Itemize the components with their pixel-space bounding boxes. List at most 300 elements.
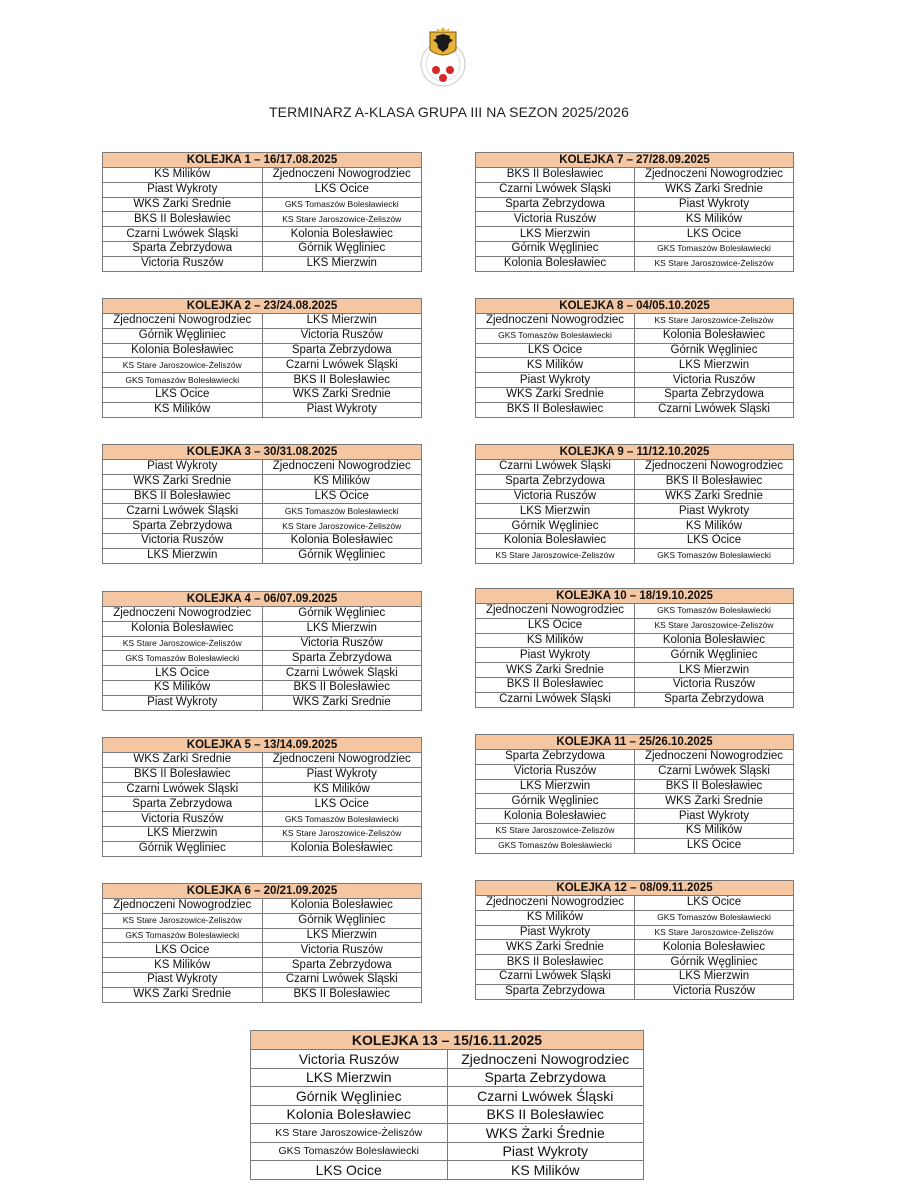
- match-row: [476, 838, 794, 853]
- away-team: WKS Żarki Średnie: [447, 1124, 644, 1143]
- home-team: Sparta Zebrzydowa: [476, 197, 635, 212]
- away-team: KS Milików: [447, 1161, 644, 1180]
- round-table: [475, 880, 794, 1000]
- match-row: [103, 168, 422, 183]
- round-table: [475, 298, 794, 418]
- match-row: [476, 940, 794, 955]
- match-row: [103, 913, 422, 928]
- home-team: LKS Ocice: [251, 1161, 448, 1180]
- away-team: Zjednoczeni Nowogrodziec: [635, 750, 794, 765]
- away-team: Czarni Lwówek Śląski: [262, 666, 422, 681]
- home-team: BKS II Bolesławiec: [476, 677, 635, 692]
- home-team: Czarni Lwówek Śląski: [103, 782, 263, 797]
- away-team: Górnik Węgliniec: [635, 343, 794, 358]
- match-row: [103, 607, 422, 622]
- match-row: [476, 648, 794, 663]
- round-table: [475, 588, 794, 708]
- match-row: [476, 548, 794, 563]
- match-row: [103, 695, 422, 710]
- match-row: [103, 943, 422, 958]
- away-team: LKS Ocice: [635, 896, 794, 911]
- away-team: BKS II Bolesławiec: [447, 1105, 644, 1124]
- home-team: Piast Wykroty: [476, 925, 635, 940]
- match-row: [103, 402, 422, 417]
- home-team: Kolonia Bolesławiec: [251, 1105, 448, 1124]
- home-team: LKS Mierzwin: [476, 504, 635, 519]
- home-team: Victoria Ruszów: [251, 1050, 448, 1069]
- match-row: [476, 314, 794, 329]
- home-team: BKS II Bolesławiec: [476, 168, 635, 183]
- away-team: Sparta Zebrzydowa: [635, 692, 794, 707]
- home-team: KS Milików: [103, 958, 263, 973]
- away-team: GKS Tomaszów Bolesławiecki: [262, 812, 422, 827]
- round-table: [102, 883, 422, 1003]
- match-row: [476, 373, 794, 388]
- home-team: BKS II Bolesławiec: [476, 955, 635, 970]
- match-row: [476, 212, 794, 227]
- away-team: GKS Tomaszów Bolesławiecki: [635, 910, 794, 925]
- away-team: Victoria Ruszów: [635, 373, 794, 388]
- away-team: KS Stare Jaroszowice-Żeliszów: [635, 925, 794, 940]
- home-team: KS Stare Jaroszowice-Żeliszów: [103, 358, 263, 373]
- match-row: [476, 504, 794, 519]
- away-team: LKS Mierzwin: [262, 621, 422, 636]
- home-team: Górnik Węgliniec: [103, 841, 263, 856]
- match-row: [476, 823, 794, 838]
- home-team: WKS Żarki Średnie: [103, 753, 263, 768]
- home-team: Sparta Zebrzydowa: [476, 474, 635, 489]
- match-row: [103, 826, 422, 841]
- home-team: Górnik Węgliniec: [103, 328, 263, 343]
- away-team: Sparta Zebrzydowa: [262, 958, 422, 973]
- match-row: [476, 750, 794, 765]
- away-team: GKS Tomaszów Bolesławiecki: [635, 604, 794, 619]
- away-team: LKS Ocice: [635, 533, 794, 548]
- home-team: Zjednoczeni Nowogrodziec: [103, 899, 263, 914]
- away-team: LKS Ocice: [635, 227, 794, 242]
- match-row: [103, 358, 422, 373]
- home-team: Victoria Ruszów: [476, 764, 635, 779]
- away-team: LKS Mierzwin: [635, 969, 794, 984]
- away-team: Zjednoczeni Nowogrodziec: [635, 460, 794, 475]
- away-team: Czarni Lwówek Śląski: [635, 402, 794, 417]
- away-team: Górnik Węgliniec: [635, 648, 794, 663]
- away-team: Sparta Zebrzydowa: [447, 1068, 644, 1087]
- away-team: Sparta Zebrzydowa: [635, 387, 794, 402]
- match-row: [476, 256, 794, 271]
- home-team: KS Milików: [103, 168, 263, 183]
- home-team: Sparta Zebrzydowa: [103, 519, 263, 534]
- match-row: [103, 767, 422, 782]
- page-title: TERMINARZ A-KLASA GRUPA III NA SEZON 2025/2026: [269, 104, 629, 120]
- away-team: Kolonia Bolesławiec: [635, 940, 794, 955]
- away-team: WKS Żarki Średnie: [635, 489, 794, 504]
- round-header: KOLEJKA 4 – 06/07.09.2025: [103, 592, 422, 607]
- match-row: [103, 782, 422, 797]
- match-row: [251, 1068, 644, 1087]
- round-header: KOLEJKA 7 – 27/28.09.2025: [476, 153, 794, 168]
- away-team: GKS Tomaszów Bolesławiecki: [262, 504, 422, 519]
- home-team: KS Stare Jaroszowice-Żeliszów: [103, 636, 263, 651]
- match-row: [476, 489, 794, 504]
- home-team: Czarni Lwówek Śląski: [476, 692, 635, 707]
- round-table: [102, 737, 422, 857]
- round-table: [102, 591, 422, 711]
- home-team: WKS Żarki Średnie: [476, 387, 635, 402]
- home-team: Zjednoczeni Nowogrodziec: [476, 604, 635, 619]
- home-team: Czarni Lwówek Śląski: [476, 969, 635, 984]
- match-row: [251, 1087, 644, 1106]
- home-team: Victoria Ruszów: [103, 812, 263, 827]
- match-row: [476, 182, 794, 197]
- home-team: Sparta Zebrzydowa: [103, 241, 263, 256]
- match-row: [103, 474, 422, 489]
- away-team: KS Stare Jaroszowice-Żeliszów: [635, 314, 794, 329]
- away-team: LKS Mierzwin: [262, 256, 422, 271]
- match-row: [476, 692, 794, 707]
- away-team: KS Milików: [635, 823, 794, 838]
- match-row: [103, 387, 422, 402]
- away-team: LKS Ocice: [262, 182, 422, 197]
- away-team: BKS II Bolesławiec: [262, 680, 422, 695]
- away-team: LKS Mierzwin: [635, 358, 794, 373]
- match-row: [103, 182, 422, 197]
- away-team: Górnik Węgliniec: [635, 955, 794, 970]
- away-team: GKS Tomaszów Bolesławiecki: [635, 241, 794, 256]
- away-team: Piast Wykroty: [262, 767, 422, 782]
- home-team: LKS Ocice: [103, 666, 263, 681]
- match-row: [103, 666, 422, 681]
- round-table: [475, 444, 794, 564]
- home-team: Górnik Węgliniec: [476, 241, 635, 256]
- round-table: [102, 298, 422, 418]
- home-team: Sparta Zebrzydowa: [476, 750, 635, 765]
- match-row: [103, 548, 422, 563]
- away-team: Victoria Ruszów: [262, 636, 422, 651]
- away-team: Zjednoczeni Nowogrodziec: [262, 168, 422, 183]
- round-header: KOLEJKA 12 – 08/09.11.2025: [476, 881, 794, 896]
- away-team: BKS II Bolesławiec: [635, 779, 794, 794]
- home-team: Kolonia Bolesławiec: [476, 533, 635, 548]
- away-team: Czarni Lwówek Śląski: [635, 764, 794, 779]
- home-team: GKS Tomaszów Bolesławiecki: [476, 328, 635, 343]
- home-team: Piast Wykroty: [103, 460, 263, 475]
- eagle-crest-icon: [416, 22, 470, 88]
- away-team: KS Milików: [262, 782, 422, 797]
- home-team: Czarni Lwówek Śląski: [103, 504, 263, 519]
- match-row: [103, 373, 422, 388]
- match-row: [476, 677, 794, 692]
- match-row: [103, 343, 422, 358]
- match-row: [103, 753, 422, 768]
- away-team: Victoria Ruszów: [262, 943, 422, 958]
- away-team: Górnik Węgliniec: [262, 913, 422, 928]
- home-team: LKS Ocice: [476, 618, 635, 633]
- round-header: KOLEJKA 13 – 15/16.11.2025: [251, 1031, 644, 1050]
- home-team: Kolonia Bolesławiec: [103, 343, 263, 358]
- away-team: Czarni Lwówek Śląski: [447, 1087, 644, 1106]
- round-table: [475, 734, 794, 854]
- away-team: LKS Ocice: [262, 797, 422, 812]
- match-row: [476, 663, 794, 678]
- home-team: Piast Wykroty: [476, 648, 635, 663]
- match-row: [103, 489, 422, 504]
- home-team: GKS Tomaszów Bolesławiecki: [251, 1142, 448, 1161]
- home-team: Piast Wykroty: [103, 182, 263, 197]
- home-team: KS Stare Jaroszowice-Żeliszów: [251, 1124, 448, 1143]
- match-row: [103, 841, 422, 856]
- home-team: KS Milików: [476, 358, 635, 373]
- away-team: Piast Wykroty: [447, 1142, 644, 1161]
- match-row: [476, 387, 794, 402]
- match-row: [103, 958, 422, 973]
- match-row: [476, 460, 794, 475]
- away-team: Victoria Ruszów: [262, 328, 422, 343]
- match-row: [476, 910, 794, 925]
- home-team: GKS Tomaszów Bolesławiecki: [476, 838, 635, 853]
- match-row: [103, 636, 422, 651]
- home-team: KS Milików: [103, 402, 263, 417]
- away-team: KS Stare Jaroszowice-Żeliszów: [635, 618, 794, 633]
- match-row: [103, 328, 422, 343]
- home-team: Zjednoczeni Nowogrodziec: [476, 896, 635, 911]
- away-team: Sparta Zebrzydowa: [262, 343, 422, 358]
- home-team: LKS Ocice: [103, 943, 263, 958]
- home-team: Zjednoczeni Nowogrodziec: [103, 607, 263, 622]
- away-team: BKS II Bolesławiec: [262, 373, 422, 388]
- home-team: LKS Ocice: [103, 387, 263, 402]
- match-row: [251, 1161, 644, 1180]
- round-header: KOLEJKA 3 – 30/31.08.2025: [103, 445, 422, 460]
- match-row: [476, 633, 794, 648]
- home-team: WKS Żarki Średnie: [476, 663, 635, 678]
- away-team: Zjednoczeni Nowogrodziec: [447, 1050, 644, 1069]
- match-row: [476, 955, 794, 970]
- match-row: [251, 1124, 644, 1143]
- home-team: BKS II Bolesławiec: [476, 402, 635, 417]
- match-row: [476, 794, 794, 809]
- round-header: KOLEJKA 6 – 20/21.09.2025: [103, 884, 422, 899]
- away-team: Kolonia Bolesławiec: [262, 533, 422, 548]
- away-team: BKS II Bolesławiec: [262, 987, 422, 1002]
- away-team: GKS Tomaszów Bolesławiecki: [635, 548, 794, 563]
- away-team: KS Milików: [262, 474, 422, 489]
- away-team: WKS Żarki Średnie: [262, 387, 422, 402]
- home-team: Górnik Węgliniec: [476, 519, 635, 534]
- away-team: Kolonia Bolesławiec: [635, 328, 794, 343]
- match-row: [476, 402, 794, 417]
- home-team: GKS Tomaszów Bolesławiecki: [103, 373, 263, 388]
- match-row: [103, 972, 422, 987]
- away-team: LKS Mierzwin: [262, 314, 422, 329]
- away-team: LKS Ocice: [635, 838, 794, 853]
- match-row: [476, 896, 794, 911]
- away-team: WKS Żarki Średnie: [262, 695, 422, 710]
- match-row: [103, 227, 422, 242]
- match-row: [476, 533, 794, 548]
- home-team: Victoria Ruszów: [476, 489, 635, 504]
- home-team: Victoria Ruszów: [476, 212, 635, 227]
- home-team: Kolonia Bolesławiec: [476, 256, 635, 271]
- home-team: Kolonia Bolesławiec: [476, 809, 635, 824]
- away-team: Kolonia Bolesławiec: [262, 227, 422, 242]
- away-team: Czarni Lwówek Śląski: [262, 358, 422, 373]
- home-team: LKS Mierzwin: [476, 779, 635, 794]
- away-team: LKS Mierzwin: [635, 663, 794, 678]
- home-team: KS Stare Jaroszowice-Żeliszów: [476, 823, 635, 838]
- home-team: Piast Wykroty: [476, 373, 635, 388]
- away-team: WKS Żarki Średnie: [635, 182, 794, 197]
- home-team: Piast Wykroty: [103, 972, 263, 987]
- home-team: KS Milików: [103, 680, 263, 695]
- away-team: Piast Wykroty: [635, 504, 794, 519]
- away-team: WKS Żarki Średnie: [635, 794, 794, 809]
- match-row: [476, 328, 794, 343]
- away-team: KS Milików: [635, 519, 794, 534]
- away-team: Piast Wykroty: [635, 197, 794, 212]
- match-row: [103, 197, 422, 212]
- round-header: KOLEJKA 10 – 18/19.10.2025: [476, 589, 794, 604]
- away-team: KS Stare Jaroszowice-Żeliszów: [635, 256, 794, 271]
- match-row: [103, 314, 422, 329]
- match-row: [476, 764, 794, 779]
- home-team: Czarni Lwówek Śląski: [103, 227, 263, 242]
- home-team: WKS Żarki Średnie: [103, 197, 263, 212]
- home-team: BKS II Bolesławiec: [103, 767, 263, 782]
- match-row: [103, 812, 422, 827]
- match-row: [103, 241, 422, 256]
- home-team: KS Stare Jaroszowice-Żeliszów: [103, 913, 263, 928]
- match-row: [476, 969, 794, 984]
- match-row: [476, 474, 794, 489]
- round-header: KOLEJKA 9 – 11/12.10.2025: [476, 445, 794, 460]
- home-team: WKS Żarki Średnie: [103, 474, 263, 489]
- match-row: [103, 797, 422, 812]
- away-team: KS Milików: [635, 212, 794, 227]
- match-row: [103, 460, 422, 475]
- match-row: [251, 1050, 644, 1069]
- away-team: KS Stare Jaroszowice-Żeliszów: [262, 826, 422, 841]
- home-team: KS Milików: [476, 633, 635, 648]
- away-team: Piast Wykroty: [635, 809, 794, 824]
- match-row: [103, 621, 422, 636]
- away-team: Victoria Ruszów: [635, 677, 794, 692]
- round-table: [250, 1030, 644, 1180]
- home-team: GKS Tomaszów Bolesławiecki: [103, 928, 263, 943]
- away-team: GKS Tomaszów Bolesławiecki: [262, 197, 422, 212]
- round-table: [102, 152, 422, 272]
- home-team: Czarni Lwówek Śląski: [476, 460, 635, 475]
- match-row: [103, 987, 422, 1002]
- match-row: [476, 779, 794, 794]
- away-team: Victoria Ruszów: [635, 984, 794, 999]
- match-row: [251, 1142, 644, 1161]
- round-header: KOLEJKA 2 – 23/24.08.2025: [103, 299, 422, 314]
- away-team: Zjednoczeni Nowogrodziec: [635, 168, 794, 183]
- home-team: WKS Żarki Średnie: [476, 940, 635, 955]
- match-row: [103, 504, 422, 519]
- home-team: LKS Mierzwin: [103, 826, 263, 841]
- away-team: KS Stare Jaroszowice-Żeliszów: [262, 519, 422, 534]
- home-team: WKS Żarki Średnie: [103, 987, 263, 1002]
- round-header: KOLEJKA 8 – 04/05.10.2025: [476, 299, 794, 314]
- match-row: [476, 519, 794, 534]
- away-team: Piast Wykroty: [262, 402, 422, 417]
- match-row: [103, 680, 422, 695]
- away-team: BKS II Bolesławiec: [635, 474, 794, 489]
- match-row: [476, 197, 794, 212]
- away-team: Czarni Lwówek Śląski: [262, 972, 422, 987]
- match-row: [103, 651, 422, 666]
- round-header: KOLEJKA 5 – 13/14.09.2025: [103, 738, 422, 753]
- round-header: KOLEJKA 11 – 25/26.10.2025: [476, 735, 794, 750]
- match-row: [103, 212, 422, 227]
- round-table: [102, 444, 422, 564]
- away-team: Górnik Węgliniec: [262, 241, 422, 256]
- away-team: Kolonia Bolesławiec: [262, 841, 422, 856]
- home-team: Victoria Ruszów: [103, 256, 263, 271]
- match-row: [251, 1105, 644, 1124]
- home-team: KS Milików: [476, 910, 635, 925]
- home-team: Zjednoczeni Nowogrodziec: [103, 314, 263, 329]
- home-team: BKS II Bolesławiec: [103, 489, 263, 504]
- match-row: [476, 618, 794, 633]
- home-team: LKS Ocice: [476, 343, 635, 358]
- home-team: BKS II Bolesławiec: [103, 212, 263, 227]
- match-row: [476, 925, 794, 940]
- home-team: Górnik Węgliniec: [251, 1087, 448, 1106]
- match-row: [476, 168, 794, 183]
- round-header: KOLEJKA 1 – 16/17.08.2025: [103, 153, 422, 168]
- match-row: [476, 343, 794, 358]
- match-row: [476, 604, 794, 619]
- away-team: LKS Ocice: [262, 489, 422, 504]
- home-team: LKS Mierzwin: [476, 227, 635, 242]
- match-row: [103, 533, 422, 548]
- match-row: [476, 241, 794, 256]
- away-team: Górnik Węgliniec: [262, 607, 422, 622]
- home-team: GKS Tomaszów Bolesławiecki: [103, 651, 263, 666]
- match-row: [103, 928, 422, 943]
- away-team: Kolonia Bolesławiec: [262, 899, 422, 914]
- away-team: Sparta Zebrzydowa: [262, 651, 422, 666]
- home-team: Sparta Zebrzydowa: [476, 984, 635, 999]
- match-row: [476, 984, 794, 999]
- home-team: KS Stare Jaroszowice-Żeliszów: [476, 548, 635, 563]
- home-team: Zjednoczeni Nowogrodziec: [476, 314, 635, 329]
- match-row: [103, 519, 422, 534]
- match-row: [103, 256, 422, 271]
- home-team: Victoria Ruszów: [103, 533, 263, 548]
- away-team: KS Stare Jaroszowice-Żeliszów: [262, 212, 422, 227]
- home-team: LKS Mierzwin: [103, 548, 263, 563]
- home-team: Kolonia Bolesławiec: [103, 621, 263, 636]
- away-team: Górnik Węgliniec: [262, 548, 422, 563]
- match-row: [476, 227, 794, 242]
- home-team: Sparta Zebrzydowa: [103, 797, 263, 812]
- home-team: LKS Mierzwin: [251, 1068, 448, 1087]
- match-row: [103, 899, 422, 914]
- away-team: Kolonia Bolesławiec: [635, 633, 794, 648]
- away-team: Zjednoczeni Nowogrodziec: [262, 460, 422, 475]
- match-row: [476, 809, 794, 824]
- round-table: [475, 152, 794, 272]
- match-row: [476, 358, 794, 373]
- home-team: Piast Wykroty: [103, 695, 263, 710]
- away-team: LKS Mierzwin: [262, 928, 422, 943]
- home-team: Czarni Lwówek Śląski: [476, 182, 635, 197]
- home-team: Górnik Węgliniec: [476, 794, 635, 809]
